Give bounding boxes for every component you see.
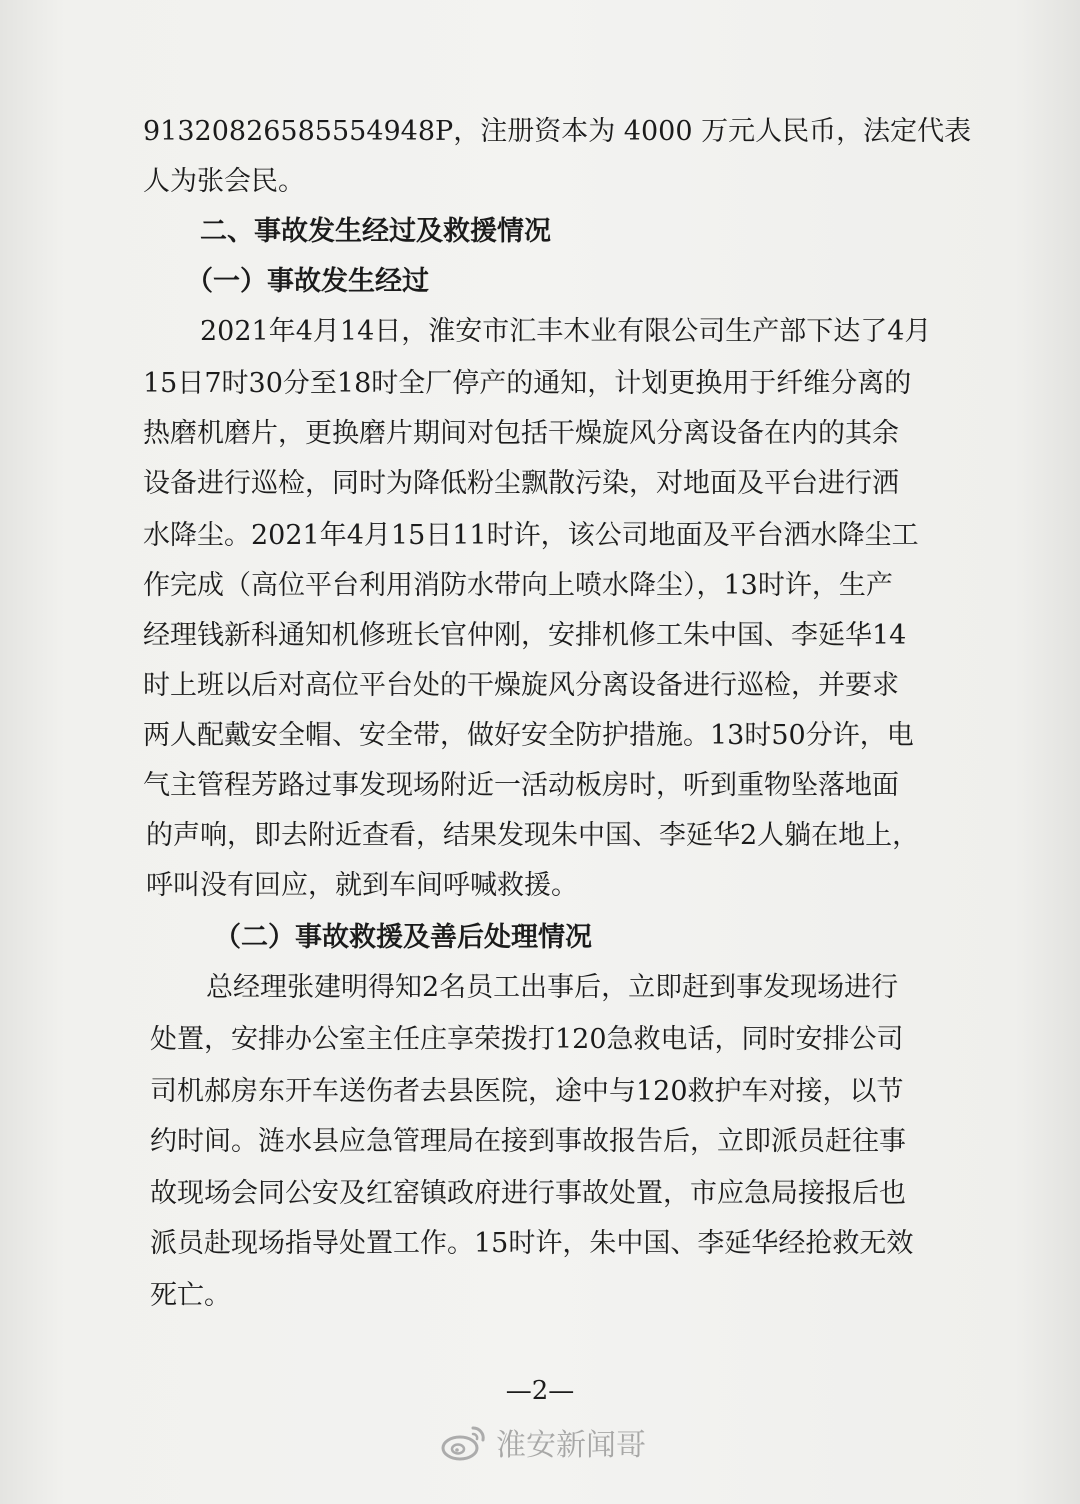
text-line: 故现场会同公安及红窑镇政府进行事故处置，市应急局接报后也 (150, 1178, 906, 1209)
text-line: 总经理张建明得知2名员工出事后，立即赶到事发现场进行 (206, 972, 899, 1003)
text-line: 作完成（高位平台利用消防水带向上喷水降尘），13时许，生产 (143, 570, 893, 601)
text-line: 91320826585554948P，注册资本为 4000 万元人民币，法定代表 (143, 116, 972, 147)
watermark-text: 淮安新闻哥 (496, 1428, 646, 1463)
subsection-heading: （二）事故救援及善后处理情况 (214, 922, 592, 953)
text-line: 约时间。涟水县应急管理局在接到事故报告后，立即派员赶往事 (150, 1126, 906, 1157)
text-line: 经理钱新科通知机修班长官仲刚，安排机修工朱中国、李延华14 (143, 620, 907, 651)
text-line: 司机郝房东开车送伤者去县医院，途中与120救护车对接，以节 (150, 1076, 904, 1107)
section-heading: 二、事故发生经过及救援情况 (200, 216, 551, 247)
text-line: 设备进行巡检，同时为降低粉尘飘散污染，对地面及平台进行洒 (143, 468, 899, 499)
weibo-watermark (440, 1420, 646, 1464)
text-line: 处置，安排办公室主任庄享荣拨打120急救电话，同时安排公司 (150, 1024, 904, 1055)
subsection-heading: （一）事故发生经过 (186, 266, 429, 297)
text-line: 死亡。 (150, 1280, 231, 1311)
page-number: —2— (505, 1376, 575, 1406)
weibo-logo-icon (440, 1422, 488, 1462)
text-line: 呼叫没有回应，就到车间呼喊救援。 (146, 870, 578, 901)
text-line: 水降尘。2021年4月15日11时许，该公司地面及平台洒水降尘工 (143, 520, 919, 551)
text-line: 两人配戴安全帽、安全带，做好安全防护措施。13时50分许，电 (143, 720, 914, 751)
text-line: 时上班以后对高位平台处的干燥旋风分离设备进行巡检，并要求 (143, 670, 899, 701)
text-line: 派员赴现场指导处置工作。15时许，朱中国、李延华经抢救无效 (150, 1228, 914, 1259)
text-line: 15日7时30分至18时全厂停产的通知，计划更换用于纤维分离的 (143, 368, 912, 399)
text-line: 人为张会民。 (143, 166, 305, 197)
text-line: 2021年4月14日，淮安市汇丰木业有限公司生产部下达了4月 (200, 316, 932, 347)
text-line: 气主管程芳路过事发现场附近一活动板房时，听到重物坠落地面 (143, 770, 899, 801)
text-line: 热磨机磨片，更换磨片期间对包括干燥旋风分离设备在内的其余 (143, 418, 899, 449)
text-line: 的声响，即去附近查看，结果发现朱中国、李延华2人躺在地上， (146, 820, 920, 851)
